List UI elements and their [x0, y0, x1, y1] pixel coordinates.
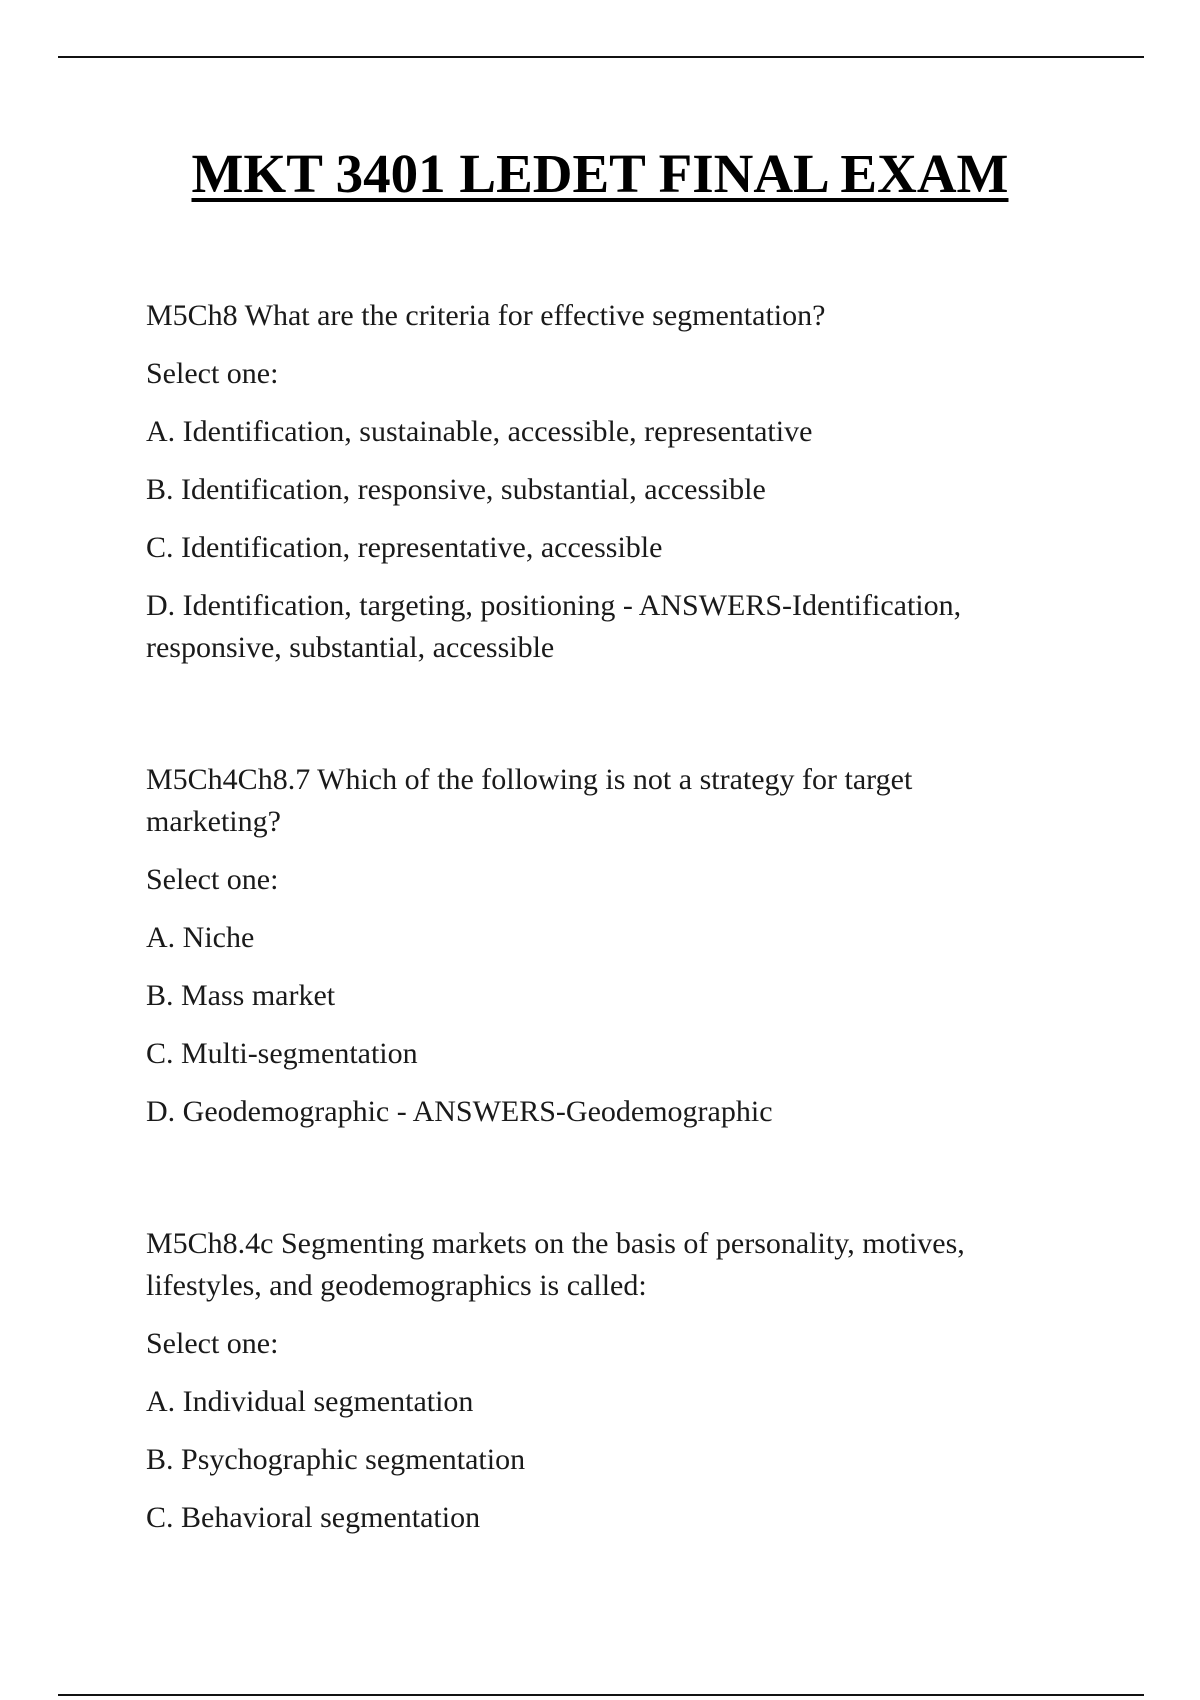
answer-option: B. Psychographic segmentation [146, 1443, 526, 1476]
answer-options [146, 1381, 1046, 1539]
question-text: M5Ch8.4c Segmenting markets on the basis of personality, motives, lifestyles, and geodemographics is called: [146, 1227, 965, 1302]
question-text: M5Ch8 What are the criteria for effective segmentation? [146, 299, 826, 332]
select-one-label: Select one: [146, 357, 279, 390]
question-text: M5Ch4Ch8.7 Which of the following is not a strategy for target marketing? [146, 763, 913, 838]
select-one-label: Select one: [146, 863, 279, 896]
answer-option: C. Identification, representative, accessible [146, 531, 663, 564]
answer-option: A. Individual segmentation [146, 1385, 474, 1418]
question-block [146, 759, 1046, 1133]
answer-option: B. Mass market [146, 979, 336, 1012]
page-title-text: MKT 3401 LEDET FINAL EXAM [191, 143, 1009, 204]
question-list [146, 295, 1046, 1539]
answer-option: C. Multi-segmentation [146, 1037, 418, 1070]
question-block [146, 1223, 1046, 1539]
answer-options [146, 411, 1046, 669]
top-divider [58, 56, 1144, 58]
answer-option: C. Behavioral segmentation [146, 1501, 481, 1534]
question-block [146, 295, 1046, 669]
answer-option: D. Geodemographic - ANSWERS-Geodemographic [146, 1095, 773, 1128]
answer-option: A. Identification, sustainable, accessible, representative [146, 415, 813, 448]
page-title [0, 142, 1200, 206]
bottom-divider [58, 1694, 1144, 1696]
answer-option: A. Niche [146, 921, 255, 954]
answer-option: B. Identification, responsive, substantial, accessible [146, 473, 766, 506]
select-one-label: Select one: [146, 1327, 279, 1360]
answer-option: D. Identification, targeting, positioning - ANSWERS-Identification, responsive, substantial, accessible [146, 589, 962, 664]
answer-options [146, 917, 1046, 1133]
